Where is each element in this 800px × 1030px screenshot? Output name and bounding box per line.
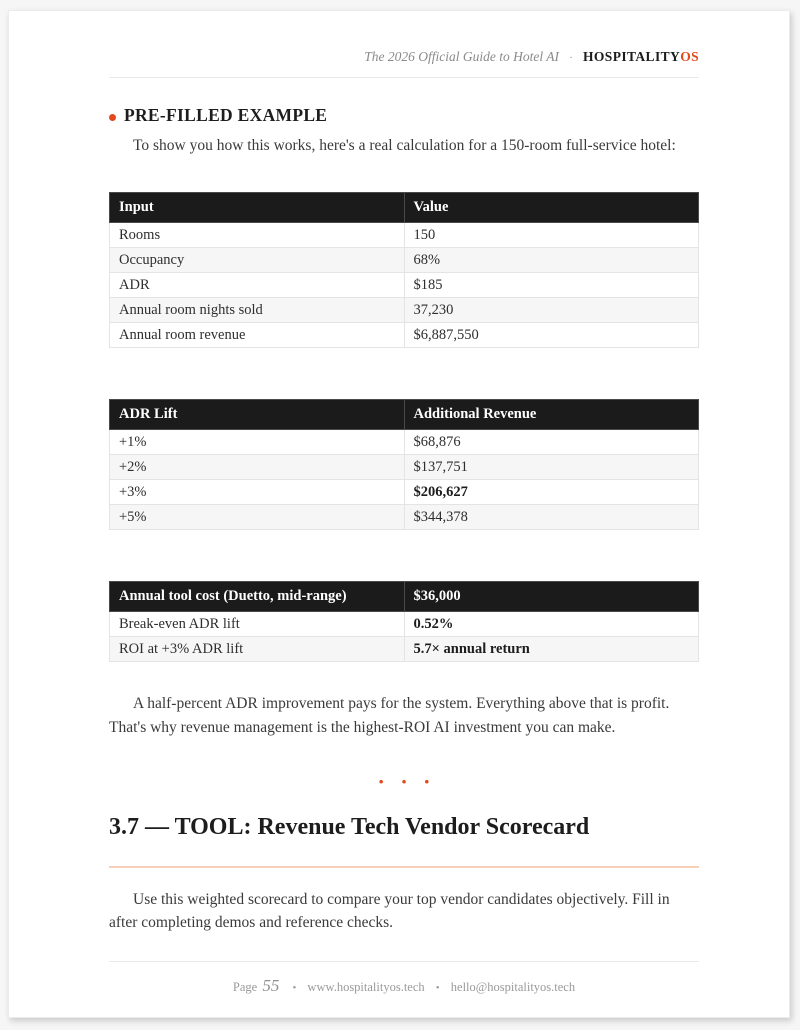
table-label-cell: +3% (110, 480, 405, 505)
table-value-cell: $185 (404, 273, 699, 298)
table-label-cell: Rooms (110, 223, 405, 248)
table-row (110, 430, 699, 455)
footer-bullet: • (292, 982, 297, 995)
table-header-cell: $36,000 (404, 582, 699, 612)
header-separator-dot: · (569, 50, 573, 64)
brand-accent: OS (680, 49, 699, 64)
table-label-cell: Annual room nights sold (110, 298, 405, 323)
table-label-cell: ADR (110, 273, 405, 298)
adr-lift-table (109, 399, 699, 530)
table-row (110, 455, 699, 480)
table-value-cell: $137,751 (404, 455, 699, 480)
table-header-row (110, 193, 699, 223)
brand-primary: HOSPITALITY (583, 49, 681, 64)
table-value-cell: $344,378 (404, 505, 699, 530)
footer-bullet: • (435, 982, 440, 995)
page-footer (109, 961, 699, 996)
table-header-cell: Additional Revenue (404, 400, 699, 430)
table-header-cell: Input (110, 193, 405, 223)
table-value-cell: 68% (404, 248, 699, 273)
table-header-cell: Value (404, 193, 699, 223)
table-row (110, 248, 699, 273)
inputs-table (109, 192, 699, 348)
table-label-cell: +1% (110, 430, 405, 455)
footer-email: hello@hospitalityos.tech (450, 980, 576, 995)
document-page (8, 10, 790, 1018)
table-header-row (110, 582, 699, 612)
table-label-cell: Break-even ADR lift (110, 612, 405, 637)
table-row (110, 323, 699, 348)
section-heading (109, 105, 699, 126)
table-value-cell: 37,230 (404, 298, 699, 323)
table-label-cell: +2% (110, 455, 405, 480)
table-row (110, 223, 699, 248)
table-row (110, 273, 699, 298)
page-content (9, 11, 789, 996)
table-row (110, 505, 699, 530)
table-row (110, 480, 699, 505)
table-value-cell: $68,876 (404, 430, 699, 455)
table-header-cell: ADR Lift (110, 400, 405, 430)
section-separator-dots: · · · (377, 768, 431, 794)
section-intro-paragraph: To show you how this works, here's a real calculation for a 150-room full-service hotel: (133, 137, 676, 154)
table-label-cell: Occupancy (110, 248, 405, 273)
table-value-cell: 5.7× annual return (404, 637, 699, 662)
page-label: Page (232, 980, 258, 995)
chapter-title: 3.7 — TOOL: Revenue Tech Vendor Scorecard (109, 813, 590, 840)
table-row (110, 637, 699, 662)
table-header-row (110, 400, 699, 430)
guide-title: The 2026 Official Guide to Hotel AI (364, 49, 559, 64)
footer-website: www.hospitalityos.tech (307, 980, 425, 995)
table-row (110, 298, 699, 323)
table-label-cell: ROI at +3% ADR lift (110, 637, 405, 662)
table-label-cell: +5% (110, 505, 405, 530)
chapter-divider (109, 866, 699, 868)
page-header (109, 11, 699, 78)
table-header-cell: Annual tool cost (Duetto, mid-range) (110, 582, 405, 612)
chapter-intro-paragraph: Use this weighted scorecard to compare your top vendor candidates objectively. Fill in after completing demos and reference checks. (109, 890, 670, 931)
brand-logo (583, 49, 699, 65)
table-value-cell: 150 (404, 223, 699, 248)
bullet-dot-icon (109, 114, 116, 121)
table-value-cell: $206,627 (404, 480, 699, 505)
table-value-cell: 0.52% (404, 612, 699, 637)
takeaway-paragraph: A half-percent ADR improvement pays for the system. Everything above that is profit. That's why revenue management is the highest-ROI AI investment you can make. (109, 695, 670, 736)
tool-cost-table (109, 581, 699, 662)
table-row (110, 612, 699, 637)
page-number: 55 (262, 976, 280, 996)
table-value-cell: $6,887,550 (404, 323, 699, 348)
table-label-cell: Annual room revenue (110, 323, 405, 348)
section-heading-label: PRE-FILLED EXAMPLE (124, 105, 328, 125)
